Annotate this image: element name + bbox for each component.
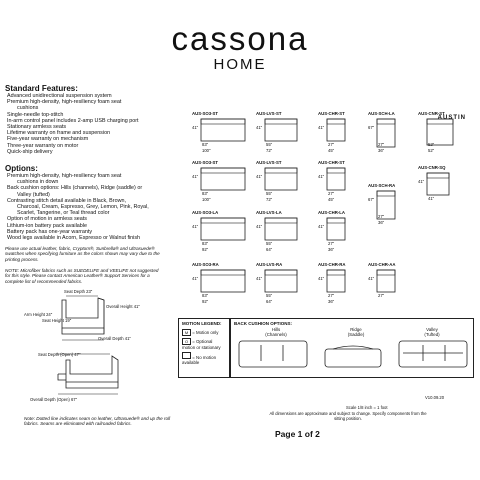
dimension-d: 36" [378, 148, 385, 153]
dimension-w: 27" [378, 142, 385, 147]
feature-item: In-arm control panel includes 2-amp USB charging port [7, 117, 139, 124]
feature-item: Back cushion options: Hills (channels), Ridge (saddle) or [7, 185, 143, 192]
back-cushion-options [230, 318, 474, 378]
dimension-h: 41" [256, 224, 263, 229]
dimension-w: 52" [428, 142, 435, 147]
model-code: AUS-CHR-LA [318, 210, 345, 215]
dimension-w: 41" [428, 196, 435, 201]
seat-depth-open-label: Seat Depth (Open) 47" [38, 352, 81, 357]
ridge-label: Ridge (Saddle) [347, 327, 365, 337]
dimension-h: 67" [368, 197, 375, 202]
legend-item [179, 328, 229, 337]
dimension-d: 92" [202, 247, 209, 252]
dimension-h: 41" [192, 276, 199, 281]
legend-label: = Optional motion or stationary [182, 339, 221, 350]
feature-item: Option of motion in armless seats [7, 216, 87, 223]
legend-label: = No motion available [182, 355, 217, 365]
dimension-d: 45" [328, 148, 335, 153]
valley-label: Valley (Tufted) [424, 327, 440, 337]
dimension-h: 41" [318, 276, 325, 281]
dimension-d: 100" [202, 148, 211, 153]
feature-item: Lithium-ion battery pack available [7, 222, 88, 229]
dimension-w: 83" [202, 191, 209, 196]
feature-item: Three-year warranty on motor [7, 142, 79, 149]
standard-heading: Standard Features: [5, 84, 78, 93]
model-drawing [426, 172, 452, 198]
dimension-w: 83" [202, 293, 209, 298]
model-drawing [326, 118, 348, 144]
dimension-h: 41" [318, 174, 325, 179]
brand-logo: cassona [171, 20, 309, 57]
dimension-d: 45" [328, 197, 335, 202]
model-code: AUS-LVS-ST [256, 111, 282, 116]
options-section [5, 164, 173, 241]
dimension-h: 41" [192, 125, 199, 130]
dimension-d: 92" [202, 299, 209, 304]
dimension-d: 72" [266, 148, 273, 153]
feature-item: Premium high-density, high-resiliency foam seat [7, 173, 122, 179]
overall-height-label: Overall Height 41" [106, 304, 140, 309]
dimension-w: 27" [328, 293, 335, 298]
side-profile-drawings [0, 290, 170, 415]
dimension-d: 100" [202, 197, 211, 202]
dimension-h: 41" [192, 174, 199, 179]
dimension-h: 41" [318, 125, 325, 130]
dimension-w: 83" [202, 241, 209, 246]
model-code: AUS-SO3-LA [192, 210, 219, 215]
dimension-w: 55" [266, 191, 273, 196]
back-cushion-title: BACK CUSHION OPTIONS: [234, 321, 293, 326]
feature-item: Stationary armless seats [7, 124, 67, 131]
legend-label: = Motion only [192, 330, 219, 335]
model-code: AUS-CHR-ST [318, 111, 345, 116]
dimension-w: 27" [328, 191, 335, 196]
model-code: AUS-LVS-RA [256, 262, 283, 267]
feature-item: cushions in down [17, 179, 59, 186]
dimension-h: 41" [192, 224, 199, 229]
dimension-w: 27" [378, 214, 385, 219]
feature-item: Quick-ship delivery [7, 148, 53, 155]
standard-features [5, 84, 173, 155]
model-code: AUS-CHR-RA [318, 262, 346, 267]
dimension-d: 72" [266, 197, 273, 202]
feature-item: Five-year warranty on mechanism [7, 136, 89, 143]
feature-item: Valley (tufted) [17, 191, 50, 198]
model-code: AUS-SCH-LA [368, 111, 395, 116]
feature-item: Advanced unidirectional suspension system [7, 93, 112, 99]
dimension-h: 41" [256, 174, 263, 179]
options-heading: Options: [5, 164, 38, 173]
motion-legend-title: MOTION LEGEND: [182, 321, 222, 326]
dimension-w: 55" [266, 293, 273, 298]
version-code: V10.09.20 [425, 395, 445, 400]
scale-note: Scale 1/8 inch = 1 foot [346, 405, 388, 410]
model-code: AUS-SO3-ST [192, 160, 219, 165]
feature-item: Single-needle top-stitch [7, 111, 64, 118]
model-code: AUS-CNR-ST [418, 111, 445, 116]
motion-only-icon: M [182, 329, 191, 336]
motion-legend [178, 318, 230, 378]
model-code: AUS-SO3-RA [192, 262, 219, 267]
dimension-h: 41" [256, 276, 263, 281]
options-list [5, 173, 173, 241]
microfiber-note: NOTE: Microfiber fabrics such as SUEDELIFE and VEELIFE not suggested for this style. Please contact American Leather® Support Services for a complete list of recommended fabrics. [5, 268, 159, 284]
model-code: AUS-CHR-ST [318, 160, 345, 165]
legend-item [179, 337, 229, 351]
model-code: AUS-SCH-RA [368, 183, 396, 188]
feature-item: Contrasting stitch detail available in Black, Brown, [7, 197, 126, 204]
dimension-d: 36" [378, 220, 385, 225]
swatch-note: Please use actual leather, fabric, Cryptom®, Sunbrella® and Ultrasuede® swatches when specifying furniture as the colors shown may vary due to the printing process. [5, 246, 160, 262]
model-drawing [264, 217, 300, 243]
feature-item: Charcoal, Cream, Espresso, Grey, Lemon, Pink, Royal, [17, 204, 149, 211]
standard-list [5, 93, 173, 155]
model-drawing [200, 217, 248, 243]
feature-item: Battery pack has one-year warranty [7, 228, 93, 235]
dimension-d: 36" [328, 247, 335, 252]
no-motion-icon [182, 352, 191, 359]
model-drawing [326, 269, 348, 295]
brand-subtitle: HOME [213, 56, 267, 73]
model-code: AUS-CHR-AA [368, 262, 396, 267]
dimension-h: 41" [256, 125, 263, 130]
optional-motion-icon: O [182, 338, 191, 345]
dimension-w: 55" [266, 142, 273, 147]
model-code: AUS-SO3-ST [192, 111, 219, 116]
dimension-d: 52" [428, 148, 435, 153]
seam-note: Note: Dotted line indicates seam on leather, Ultrasuede® and up the roll fabrics. Seams are eliminated with railroaded fabrics. [24, 416, 171, 427]
seat-height-label: Seat Height 19" [42, 318, 72, 323]
collection-name: AUSTIN [437, 115, 466, 121]
model-code: AUS-CNR-SQ [418, 165, 446, 170]
model-drawing [376, 269, 398, 295]
dimension-d: 36" [328, 299, 335, 304]
back-cushion-drawings [237, 339, 469, 373]
dimension-h: 41" [318, 224, 325, 229]
overall-depth-open-label: Overall Depth (Open) 67" [30, 397, 78, 402]
feature-item: Lifetime warranty on frame and suspension [7, 130, 111, 137]
feature-item: Wood legs available in Acorn, Espresso or Walnut finish [7, 235, 141, 242]
dimension-h: 67" [368, 125, 375, 130]
dimension-h: 41" [418, 179, 425, 184]
dimension-h: 41" [368, 276, 375, 281]
page-number: Page 1 of 2 [275, 429, 320, 439]
arm-height-label: Arm Height 24" [24, 312, 53, 317]
dimension-w: 27" [328, 142, 335, 147]
model-drawing [200, 118, 248, 144]
model-drawing [264, 167, 300, 193]
feature-item: Scarlet, Tangerine, or Teal thread color [17, 210, 110, 217]
dimension-w: 27" [328, 241, 335, 246]
disclaimer: All dimensions are approximate and subject to change. Specify components from the sitting position. [269, 411, 427, 421]
dimension-w: 55" [266, 241, 273, 246]
model-drawing [326, 217, 348, 243]
hills-label: Hills (Channels) [265, 327, 287, 337]
dimension-w: 27" [378, 293, 385, 298]
model-drawing [326, 167, 348, 193]
feature-item: cushions [17, 105, 39, 112]
model-drawing [264, 269, 300, 295]
model-drawing [200, 269, 248, 295]
model-drawing [264, 118, 300, 144]
dimension-w: 83" [202, 142, 209, 147]
model-code: AUS-LVS-ST [256, 160, 282, 165]
dimension-d: 64" [266, 299, 273, 304]
overall-depth-label: Overall Depth 41" [98, 336, 131, 341]
seat-depth-label: Seat Depth 23" [64, 289, 93, 294]
model-drawing [200, 167, 248, 193]
model-code: AUS-LVS-LA [256, 210, 282, 215]
legend-item [179, 351, 229, 366]
dimension-d: 64" [266, 247, 273, 252]
feature-item: Premium high-density, high-resiliency foam seat [7, 99, 122, 106]
